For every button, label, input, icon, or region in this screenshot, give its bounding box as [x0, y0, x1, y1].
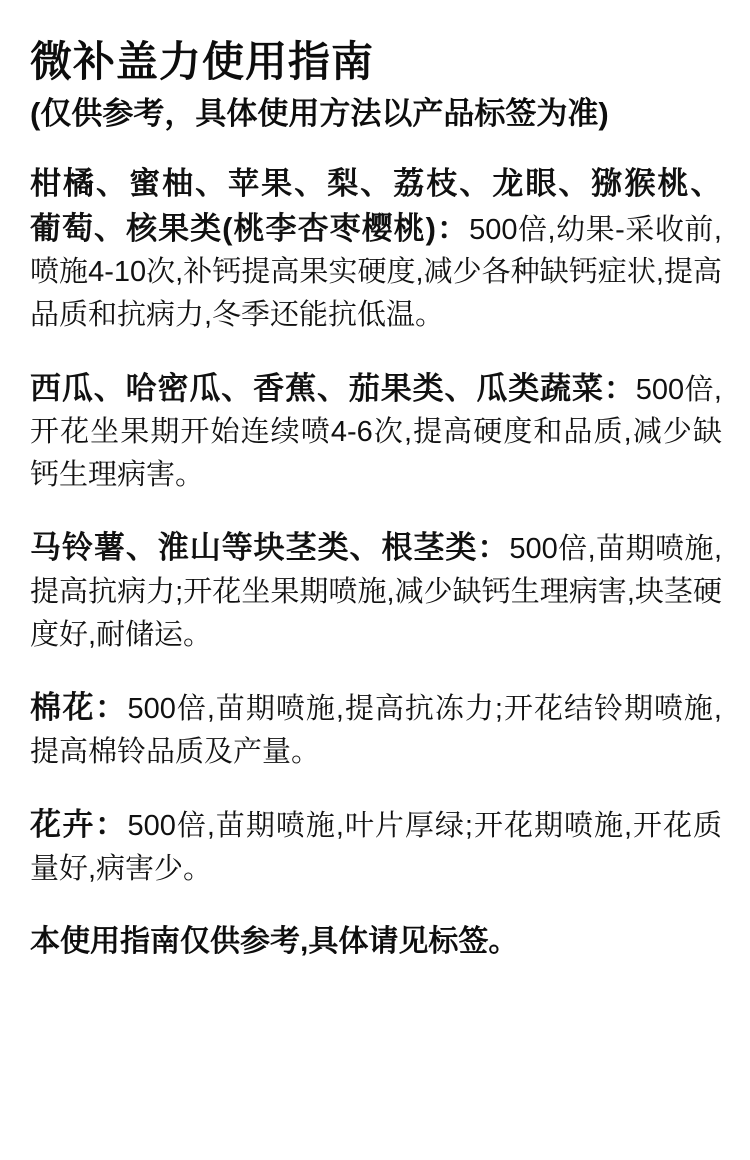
crop-section — [30, 803, 722, 890]
crop-section — [30, 367, 722, 497]
crop-instructions: 500倍,幼果-采收前,喷施4-10次,补钙提高果实硬度,减少各种缺钙症状,提高品质和抗病力,冬季还能抗低温。 — [30, 213, 722, 331]
crop-names: 花卉： — [30, 807, 128, 843]
crop-names: 西瓜、哈密瓜、香蕉、茄果类、瓜类蔬菜： — [30, 370, 636, 406]
page-subtitle: (仅供参考，具体使用方法以产品标签为准) — [30, 96, 609, 132]
crop-section-text — [30, 526, 722, 656]
crop-instructions: 500倍,苗期喷施,叶片厚绿;开花期喷施,开花质量好,病害少。 — [30, 810, 722, 885]
crop-names: 棉花： — [30, 690, 128, 726]
crop-section-text — [30, 367, 722, 497]
disclaimer-note: 本使用指南仅供参考,具体请见标签。 — [30, 924, 519, 958]
crop-instructions: 500倍,苗期喷施,提高抗病力;开花坐果期喷施,减少缺钙生理病害,块茎硬度好,耐储运。 — [30, 533, 723, 651]
bottom-spacer — [30, 963, 722, 989]
crop-section — [30, 162, 722, 336]
crop-instructions: 500倍,开花坐果期开始连续喷4-6次,提高硬度和品质,减少缺钙生理病害。 — [30, 373, 722, 491]
crop-section-text — [30, 162, 722, 336]
crop-section-text — [30, 686, 722, 773]
crop-instructions: 500倍,苗期喷施,提高抗冻力;开花结铃期喷施,提高棉铃品质及产量。 — [30, 693, 722, 768]
crop-section — [30, 526, 722, 656]
crop-names: 柑橘、蜜柚、苹果、梨、荔枝、龙眼、猕猴桃、葡萄、核果类(桃李杏枣樱桃)： — [30, 166, 722, 246]
page-title: 微补盖力使用指南 — [30, 38, 375, 85]
crop-section-text — [30, 803, 722, 890]
crop-names: 马铃薯、淮山等块茎类、根茎类： — [30, 530, 510, 566]
crop-section — [30, 686, 722, 773]
